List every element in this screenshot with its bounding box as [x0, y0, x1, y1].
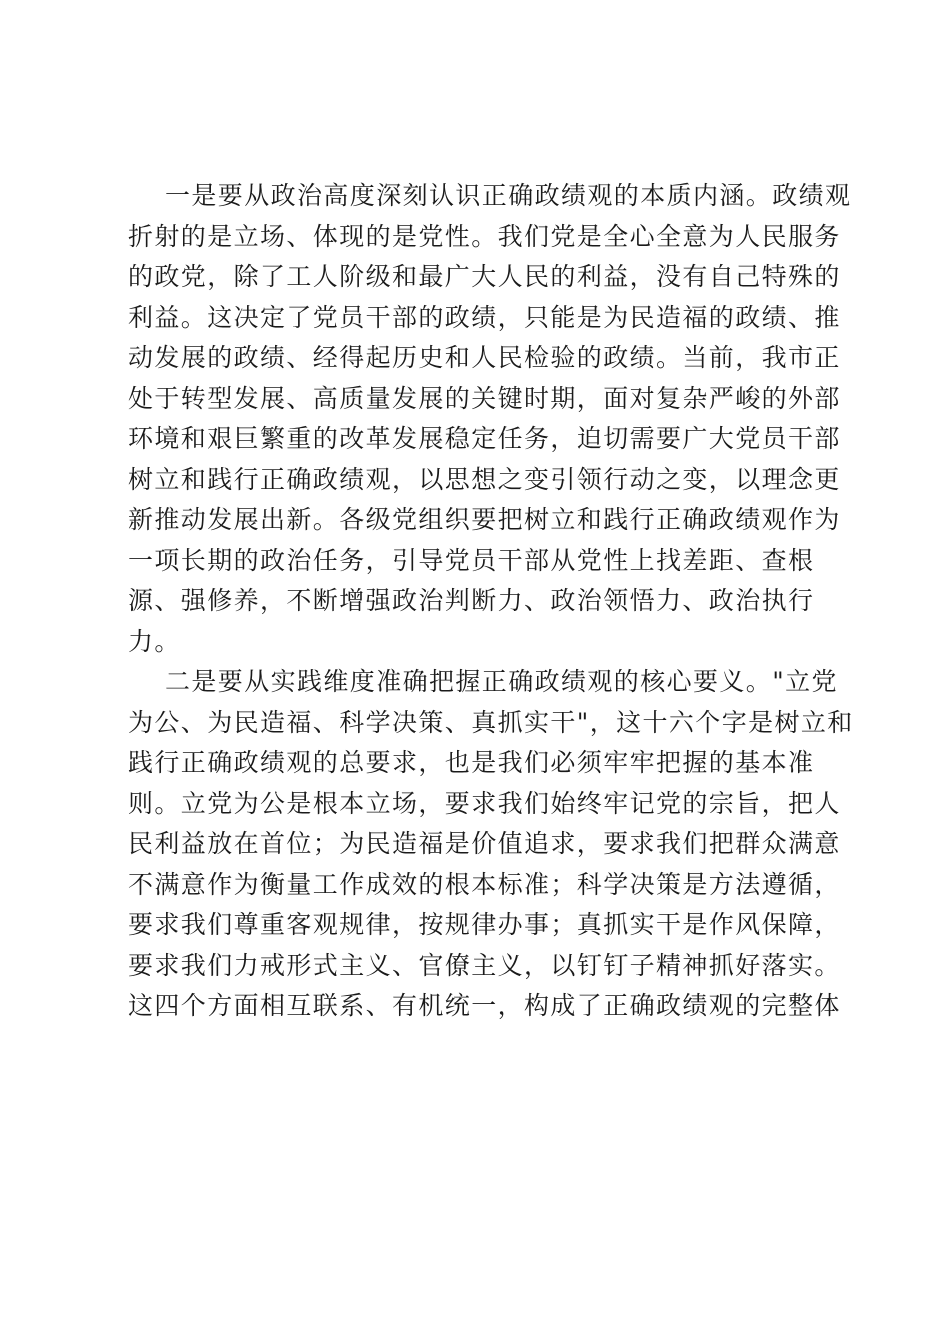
- paragraph-1: [128, 176, 852, 662]
- text-line: 民利益放在首位；为民造福是价值追求，要求我们把群众满意: [128, 829, 841, 858]
- text-line: 为公、为民造福、科学决策、真抓实干"，这十六个字是树立和: [128, 707, 854, 737]
- text-line: 践行正确政绩观的总要求，也是我们必须牢牢把握的基本准: [128, 748, 815, 777]
- paragraph-2: [128, 662, 854, 1027]
- text-line: 的政党，除了工人阶级和最广大人民的利益，没有自己特殊的: [128, 262, 841, 291]
- text-line: 一项长期的政治任务，引导党员干部从党性上找差距、查根: [128, 545, 815, 575]
- text-line: 折射的是立场、体现的是党性。我们党是全心全意为人民服务: [128, 221, 841, 251]
- text-line: 力。: [128, 626, 181, 656]
- text-line: 环境和艰巨繁重的改革发展稳定任务，迫切需要广大党员干部: [128, 424, 841, 453]
- text-line: 要求我们尊重客观规律，按规律办事；真抓实干是作风保障，: [128, 910, 841, 939]
- text-line: 处于转型发展、高质量发展的关键时期，面对复杂严峻的外部: [128, 383, 841, 413]
- text-line: 新推动发展出新。各级党组织要把树立和践行正确政绩观作为: [128, 505, 841, 534]
- text-line: 不满意作为衡量工作成效的根本标准；科学决策是方法遵循，: [128, 869, 841, 899]
- text-line: 要求我们力戒形式主义、官僚主义，以钉钉子精神抓好落实。: [128, 950, 841, 980]
- text-line: 二是要从实践维度准确把握正确政绩观的核心要义。"立党: [165, 667, 838, 696]
- text-line: 动发展的政绩、经得起历史和人民检验的政绩。当前，我市正: [128, 343, 841, 372]
- text-line: 树立和践行正确政绩观，以思想之变引领行动之变，以理念更: [128, 464, 841, 494]
- text-line: 这四个方面相互联系、有机统一，构成了正确政绩观的完整体: [128, 991, 841, 1020]
- text-line: 源、强修养，不断增强政治判断力、政治领悟力、政治执行: [128, 586, 815, 615]
- text-line: 一是要从政治高度深刻认识正确政绩观的本质内涵。政绩观: [165, 181, 852, 210]
- text-line: 利益。这决定了党员干部的政绩，只能是为民造福的政绩、推: [128, 302, 841, 332]
- text-line: 则。立党为公是根本立场，要求我们始终牢记党的宗旨，把人: [128, 788, 841, 818]
- document-body: [128, 176, 854, 1027]
